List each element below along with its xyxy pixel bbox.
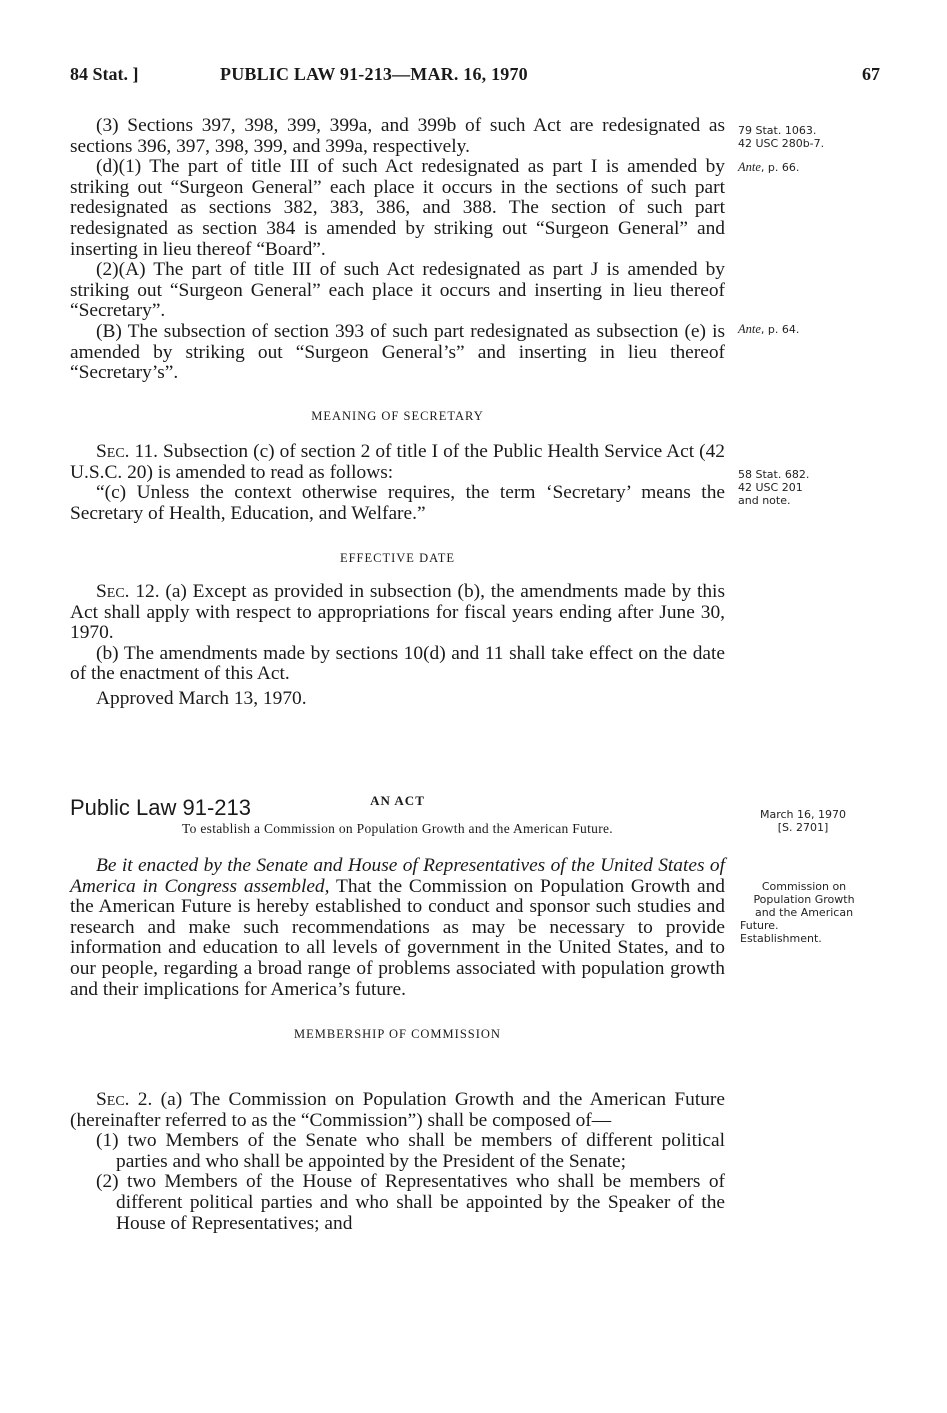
- margin-note-stat-1063: 79 Stat. 1063. 42 USC 280b-7.: [738, 124, 825, 150]
- paragraph-d2b: (B) The subsection of section 393 of such part redesignated as subsection (e) is amended by striking out “Surgeon General’s” and inserting in lieu thereof “Secretary’s”.: [70, 320, 725, 384]
- margin-note-commission: Commission on Population Growth and the American Future. Establishment.: [740, 880, 855, 945]
- margin-note-stat-682: 58 Stat. 682. 42 USC 201 and note.: [738, 468, 810, 507]
- section-11-body: [70, 442, 725, 524]
- section-12-heading: EFFECTIVE DATE: [339, 551, 456, 565]
- section-2-body: [70, 1090, 725, 1234]
- enacting-text: That the Commission on Population Growth and the American Future is hereby established to conduct and sponsor such studies and research and make such recommendations as may be necessary to provide information and education to all levels of government in the United States, and to our people, regarding a broad range of problems associated with population growth and their implications for America’s future.: [70, 875, 725, 1000]
- an-act-heading: AN ACT: [370, 793, 425, 808]
- header-title: PUBLIC LAW 91-213—MAR. 16, 1970: [220, 64, 528, 84]
- membership-heading: MEMBERSHIP OF COMMISSION: [294, 1027, 501, 1041]
- approved-date: Approved March 13, 1970.: [96, 687, 307, 709]
- margin-note-date-bill: March 16, 1970 [S. 2701]: [759, 808, 846, 834]
- page-number: 67: [862, 64, 880, 84]
- section-11-heading: MEANING OF SECRETARY: [311, 409, 484, 423]
- enacting-clause: [70, 856, 725, 1000]
- paragraph-3: (3) Sections 397, 398, 399, 399a, and 399b of such Act are redesignated as sections 396, 397, 398, 399, and 399a, respectively.: [70, 115, 725, 157]
- list-item-1: (1) two Members of the Senate who shall be members of different political parties and who shall be appointed by the President of the Senate;: [96, 1130, 725, 1172]
- section-12: [70, 548, 725, 569]
- membership-section: [70, 1024, 725, 1045]
- section-12-b: (b) The amendments made by sections 10(d) and 11 shall take effect on the date of the enactment of this Act.: [70, 642, 725, 685]
- section-11-text: Subsection (c) of section 2 of title I of the Public Health Service Act (42 U.S.C. 20) is amended to read as follows:: [70, 441, 725, 483]
- section-11-label: Sec. 11.: [96, 441, 159, 462]
- section-12-a: (a) Except as provided in subsection (b), the amendments made by this Act shall apply with respect to appropriations for fiscal years ending after June 30, 1970.: [70, 581, 725, 644]
- paragraph-d1: (d)(1) The part of title III of such Act redesignated as part I is amended by striking out “Surgeon General” each place it occurs in the sections of such part redesignated as sections 382, 383, 386, and 388. The section of such part redesignated as section 384 is amended by striking out “Surgeon General” and inserting in lieu thereof “Board”.: [70, 156, 725, 260]
- public-law-title: Public Law 91-213: [70, 795, 252, 820]
- section-11: [70, 406, 725, 427]
- section-11-quote: “(c) Unless the context otherwise requires, the term ‘Secretary’ means the Secretary of Health, Education, and Welfare.”: [70, 482, 725, 524]
- running-header: [70, 64, 880, 92]
- section-2-a: (a) The Commission on Population Growth and the American Future (hereinafter referred to as the “Commission”) shall be composed of—: [70, 1089, 725, 1131]
- enacting-italic: Be it enacted by the Senate and House of Representatives of the United States of America in Congress assembled,: [70, 855, 725, 897]
- statute-volume: 84 Stat. ]: [70, 64, 139, 84]
- act-purpose: To establish a Commission on Population Growth and the American Future.: [182, 821, 613, 836]
- margin-note-ante-66: Ante, p. 66.: [738, 160, 800, 174]
- margin-note-ante-64: Ante, p. 64.: [738, 322, 800, 336]
- section-10-continued: [70, 116, 725, 384]
- section-12-body: [70, 582, 725, 710]
- list-item-2: (2) two Members of the House of Representatives who shall be members of different political parties and who shall be appointed by the Speaker of the House of Representatives; and: [96, 1171, 725, 1234]
- section-12-label: Sec. 12.: [96, 581, 160, 602]
- section-2-label: Sec. 2.: [96, 1089, 153, 1110]
- paragraph-d2a: (2)(A) The part of title III of such Act redesignated as part J is amended by striking out “Surgeon General” each place it occurs and inserting in lieu thereof “Secretary”.: [70, 259, 725, 322]
